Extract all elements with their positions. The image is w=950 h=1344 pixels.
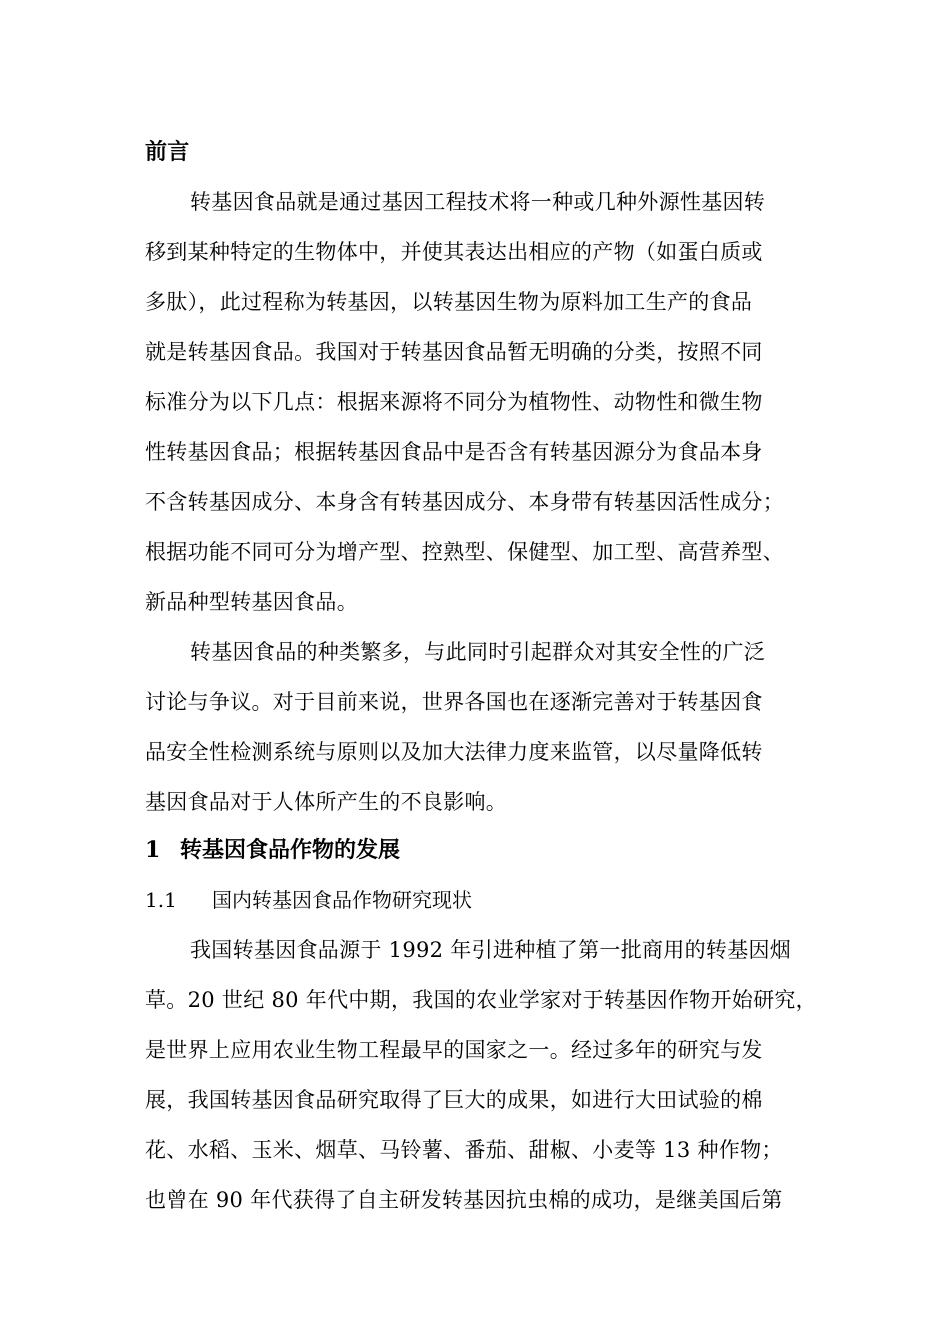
section-1-title: 转基因食品作物的发展 (180, 837, 401, 863)
preface-p2-line-1: 转基因食品的种类繁多，与此同时引起群众对其安全性的广泛 (190, 640, 766, 664)
section-1-1-line-5: 花、水稻、玉米、烟草、马铃薯、番茄、甜椒、小麦等 13 种作物； (145, 1138, 783, 1162)
preface-p1-line-7: 不含转基因成分、本身含有转基因成分、本身带有转基因活性成分； (145, 490, 784, 514)
section-1-1-number: 1.1 (145, 888, 177, 912)
section-1-1-line-1: 我国转基因食品源于 1992 年引进种植了第一批商用的转基因烟 (190, 938, 792, 962)
preface-p1-line-6: 性转基因食品；根据转基因食品中是否含有转基因源分为食品本身 (145, 440, 763, 464)
section-1-1-line-6: 也曾在 90 年代获得了自主研发转基因抗虫棉的成功，是继美国后第 (145, 1188, 783, 1212)
preface-p1-line-1: 转基因食品就是通过基因工程技术将一种或几种外源性基因转 (190, 190, 766, 214)
section-1-1-line-2: 草。20 世纪 80 年代中期，我国的农业学家对于转基因作物开始研究， (145, 988, 817, 1012)
preface-p1-line-5: 标准分为以下几点：根据来源将不同分为植物性、动物性和微生物 (145, 390, 763, 414)
preface-p1-line-9: 新品种型转基因食品。 (145, 590, 358, 614)
preface-p1-line-2: 移到某种特定的生物体中，并使其表达出相应的产物（如蛋白质或 (145, 240, 763, 264)
preface-p2-line-2: 讨论与争议。对于目前来说，世界各国也在逐渐完善对于转基因食 (145, 690, 763, 714)
preface-p1-line-3: 多肽），此过程称为转基因，以转基因生物为原料加工生产的食品 (145, 290, 753, 314)
preface-title: 前言 (145, 139, 190, 165)
preface-p2-line-4: 基因食品对于人体所产生的不良影响。 (145, 790, 508, 814)
section-1-number: 1 (145, 837, 161, 863)
preface-p1-line-4: 就是转基因食品。我国对于转基因食品暂无明确的分类，按照不同 (145, 340, 763, 364)
section-1-1-line-4: 展，我国转基因食品研究取得了巨大的成果，如进行大田试验的棉 (145, 1088, 763, 1112)
section-1-1-line-3: 是世界上应用农业生物工程最早的国家之一。经过多年的研究与发 (145, 1038, 763, 1062)
preface-p2-line-3: 品安全性检测系统与原则以及加大法律力度来监管，以尽量降低转 (145, 740, 763, 764)
section-1-1-title: 国内转基因食品作物研究现状 (212, 888, 472, 912)
preface-p1-line-8: 根据功能不同可分为增产型、控熟型、保健型、加工型、高营养型、 (145, 540, 784, 564)
